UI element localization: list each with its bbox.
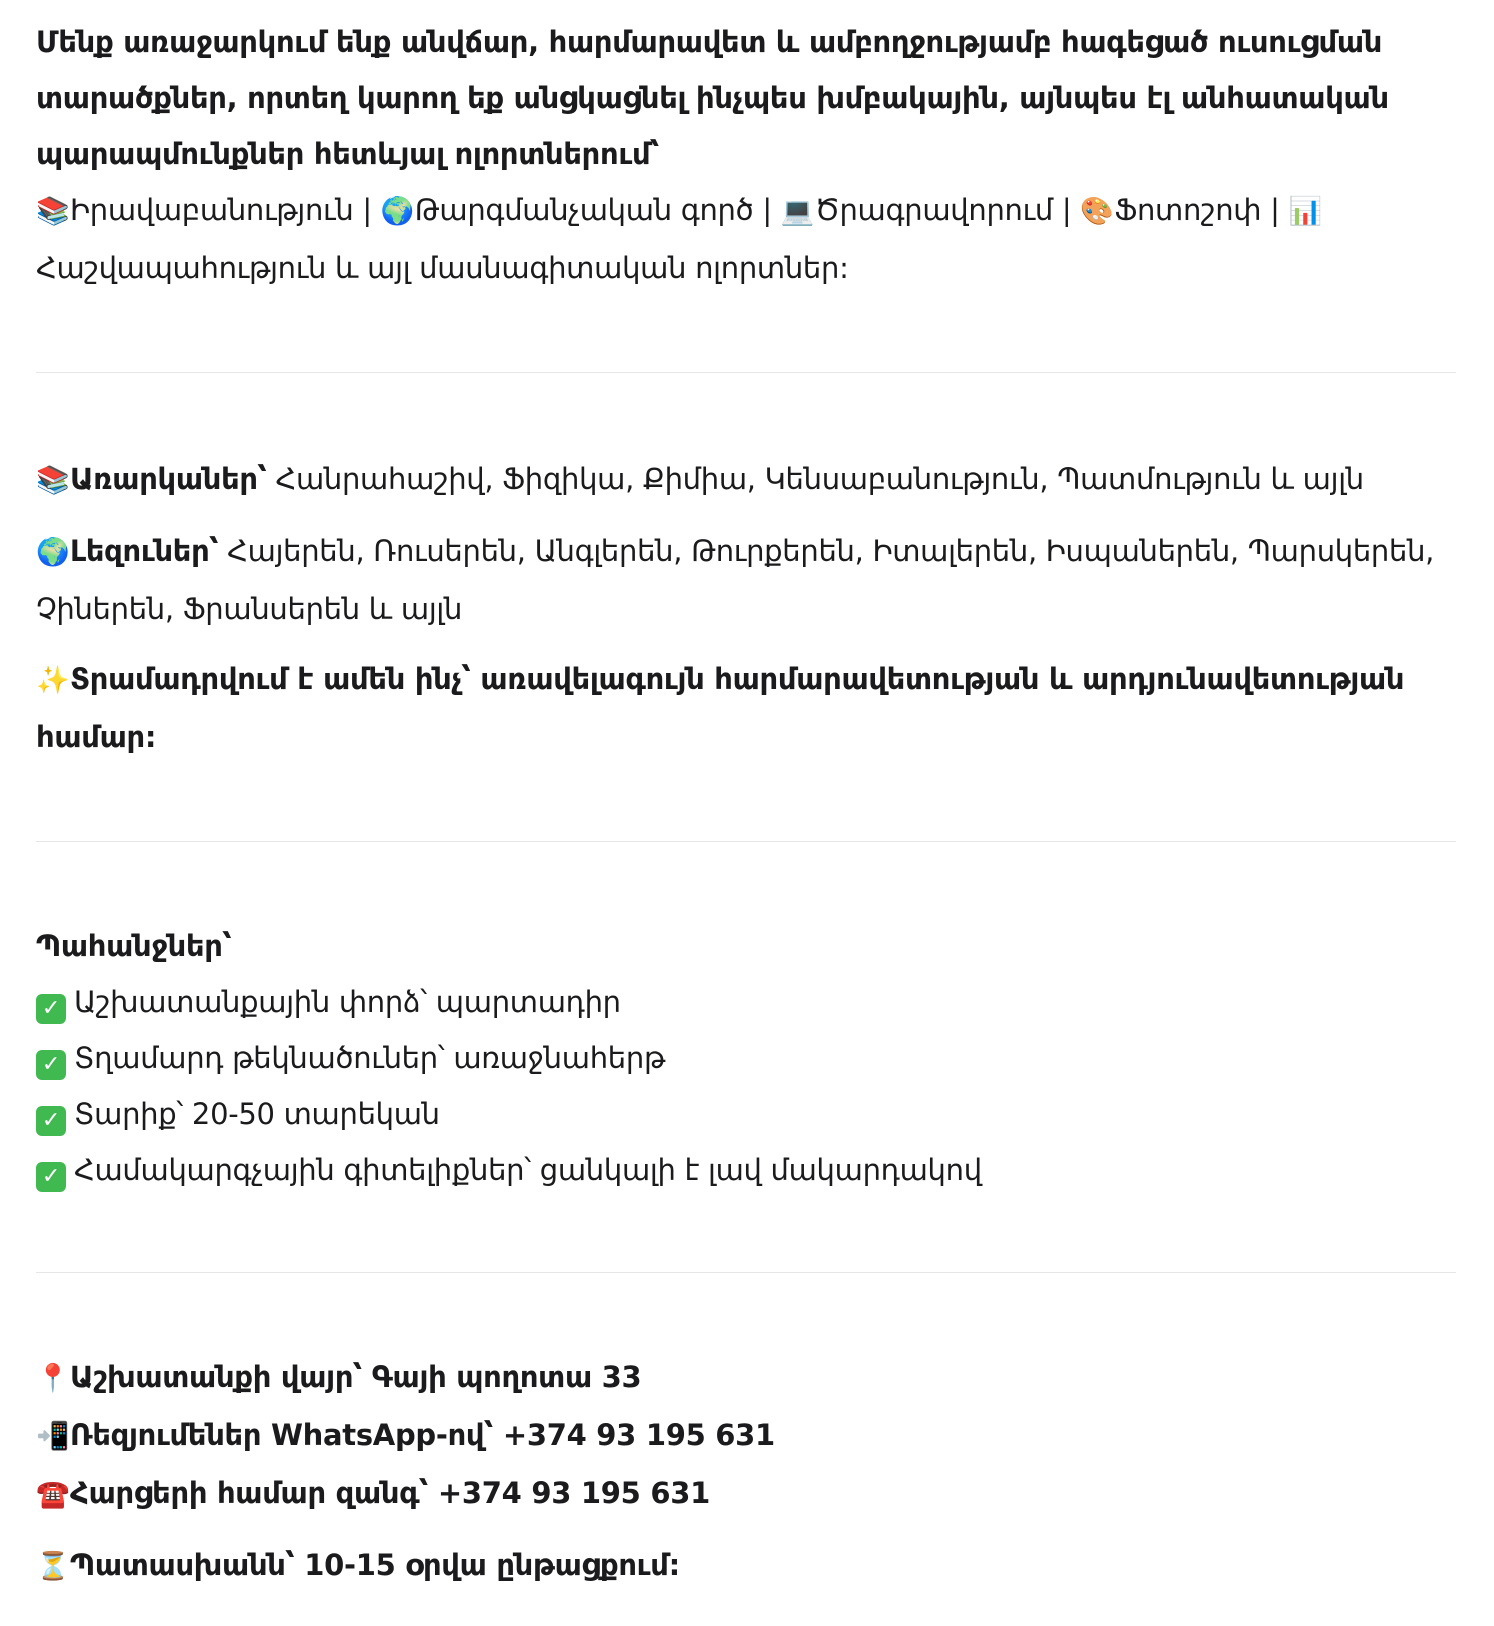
fields-line-2: Հաշվապահություն և այլ մասնագիտական ոլորտներ: — [36, 251, 849, 285]
whatsapp-line — [36, 1407, 1456, 1465]
check-icon: ✓ — [36, 994, 66, 1024]
intro-line-3: պարապմունքներ հետևյալ ոլորտներում՝ — [36, 137, 660, 171]
intro-line-2: տարածքներ, որտեղ կարող եք անցկացնել ինչպես խմբակային, այնպես էլ անհատական — [36, 81, 1389, 115]
field-programming: Ծրագրավորում — [814, 193, 1053, 227]
requirement-text: Տղամարդ թեկնածուներ՝ առաջնահերթ — [74, 1041, 666, 1075]
field-separator: | — [762, 193, 772, 227]
hourglass-icon: ⏳ — [36, 1551, 70, 1582]
location-line — [36, 1349, 1456, 1407]
requirement-text: Համակարգչային գիտելիքներ՝ ցանկալի է լավ մակարդակով — [74, 1153, 982, 1187]
books-icon: 📚 — [36, 196, 70, 227]
requirements-title: Պահանջներ՝ — [36, 929, 232, 963]
check-icon: ✓ — [36, 1162, 66, 1192]
palette-icon: 🎨 — [1080, 196, 1114, 227]
languages-paragraph — [36, 523, 1456, 637]
intro-paragraph — [36, 14, 1456, 182]
requirement-text: Տարիք՝ 20-50 տարեկան — [74, 1097, 440, 1131]
field-translation: Թարգմանչական գործ — [414, 193, 754, 227]
whatsapp-text: Ռեզյումեներ WhatsApp-ով՝ +374 93 195 631 — [70, 1418, 775, 1452]
provided-line-1 — [36, 651, 1456, 709]
field-separator: | — [1061, 193, 1072, 227]
field-photoshop: Ֆոտոշոփ — [1114, 193, 1262, 227]
field-separator: | — [362, 193, 372, 227]
sparkles-icon: ✨ — [36, 665, 70, 696]
phone-line — [36, 1465, 1456, 1523]
provided-paragraph — [36, 651, 1456, 765]
bar-chart-icon: 📊 — [1288, 196, 1322, 227]
check-icon: ✓ — [36, 1106, 66, 1136]
contacts-section — [36, 1349, 1456, 1595]
provided-text: Տրամադրվում է ամեն ինչ՝ առավելագույն հարմարավետության և արդյունավետության — [70, 662, 1405, 696]
field-law: Իրավաբանություն — [70, 193, 354, 227]
telephone-icon: ☎️ — [36, 1479, 70, 1510]
fields-line-1 — [36, 182, 1456, 240]
provided-line-2: համար: — [36, 720, 157, 754]
requirement-item — [36, 1142, 1456, 1198]
subjects-text: Հանրահաշիվ, Ֆիզիկա, Քիմիա, Կենսաբանություն, Պատմություն և այլն — [275, 462, 1364, 496]
subjects-line — [36, 451, 1456, 509]
location-text: Աշխատանքի վայր՝ Գայի պողոտա 33 — [70, 1360, 642, 1394]
response-text: Պատասխանն՝ 10-15 օրվա ընթացքում: — [70, 1548, 680, 1582]
globe-icon: 🌍 — [36, 537, 70, 568]
phone-arrow-icon: 📲 — [36, 1421, 70, 1452]
languages-label: Լեզուներ՝ — [70, 534, 219, 568]
subjects-label: Առարկաներ՝ — [70, 462, 267, 496]
globe-icon: 🌍 — [380, 196, 415, 227]
books-icon: 📚 — [36, 465, 70, 496]
intro-line-1: Մենք առաջարկում ենք անվճար, հարմարավետ և ամբողջությամբ հագեցած ուսուցման — [36, 25, 1383, 59]
fields-paragraph — [36, 182, 1456, 296]
requirement-item — [36, 1086, 1456, 1142]
phone-text: Հարցերի համար զանգ՝ +374 93 195 631 — [70, 1476, 710, 1510]
requirements-section — [36, 918, 1456, 1198]
post-body — [36, 14, 1456, 1595]
languages-text: Հայերեն, Ռուսերեն, Անգլերեն, Թուրքերեն, Իտալերեն, Իսպաներեն, Պարսկերեն, — [227, 534, 1435, 568]
laptop-icon: 💻 — [780, 196, 815, 227]
field-separator: | — [1270, 193, 1280, 227]
response-line — [36, 1537, 1456, 1595]
check-icon: ✓ — [36, 1050, 66, 1080]
requirement-item — [36, 974, 1456, 1030]
languages-line-1 — [36, 523, 1456, 581]
languages-line-2: Չիներեն, Ֆրանսերեն և այլն — [36, 592, 463, 626]
pin-icon: 📍 — [36, 1363, 70, 1394]
requirement-item — [36, 1030, 1456, 1086]
requirement-text: Աշխատանքային փորձ՝ պարտադիր — [74, 985, 621, 1019]
